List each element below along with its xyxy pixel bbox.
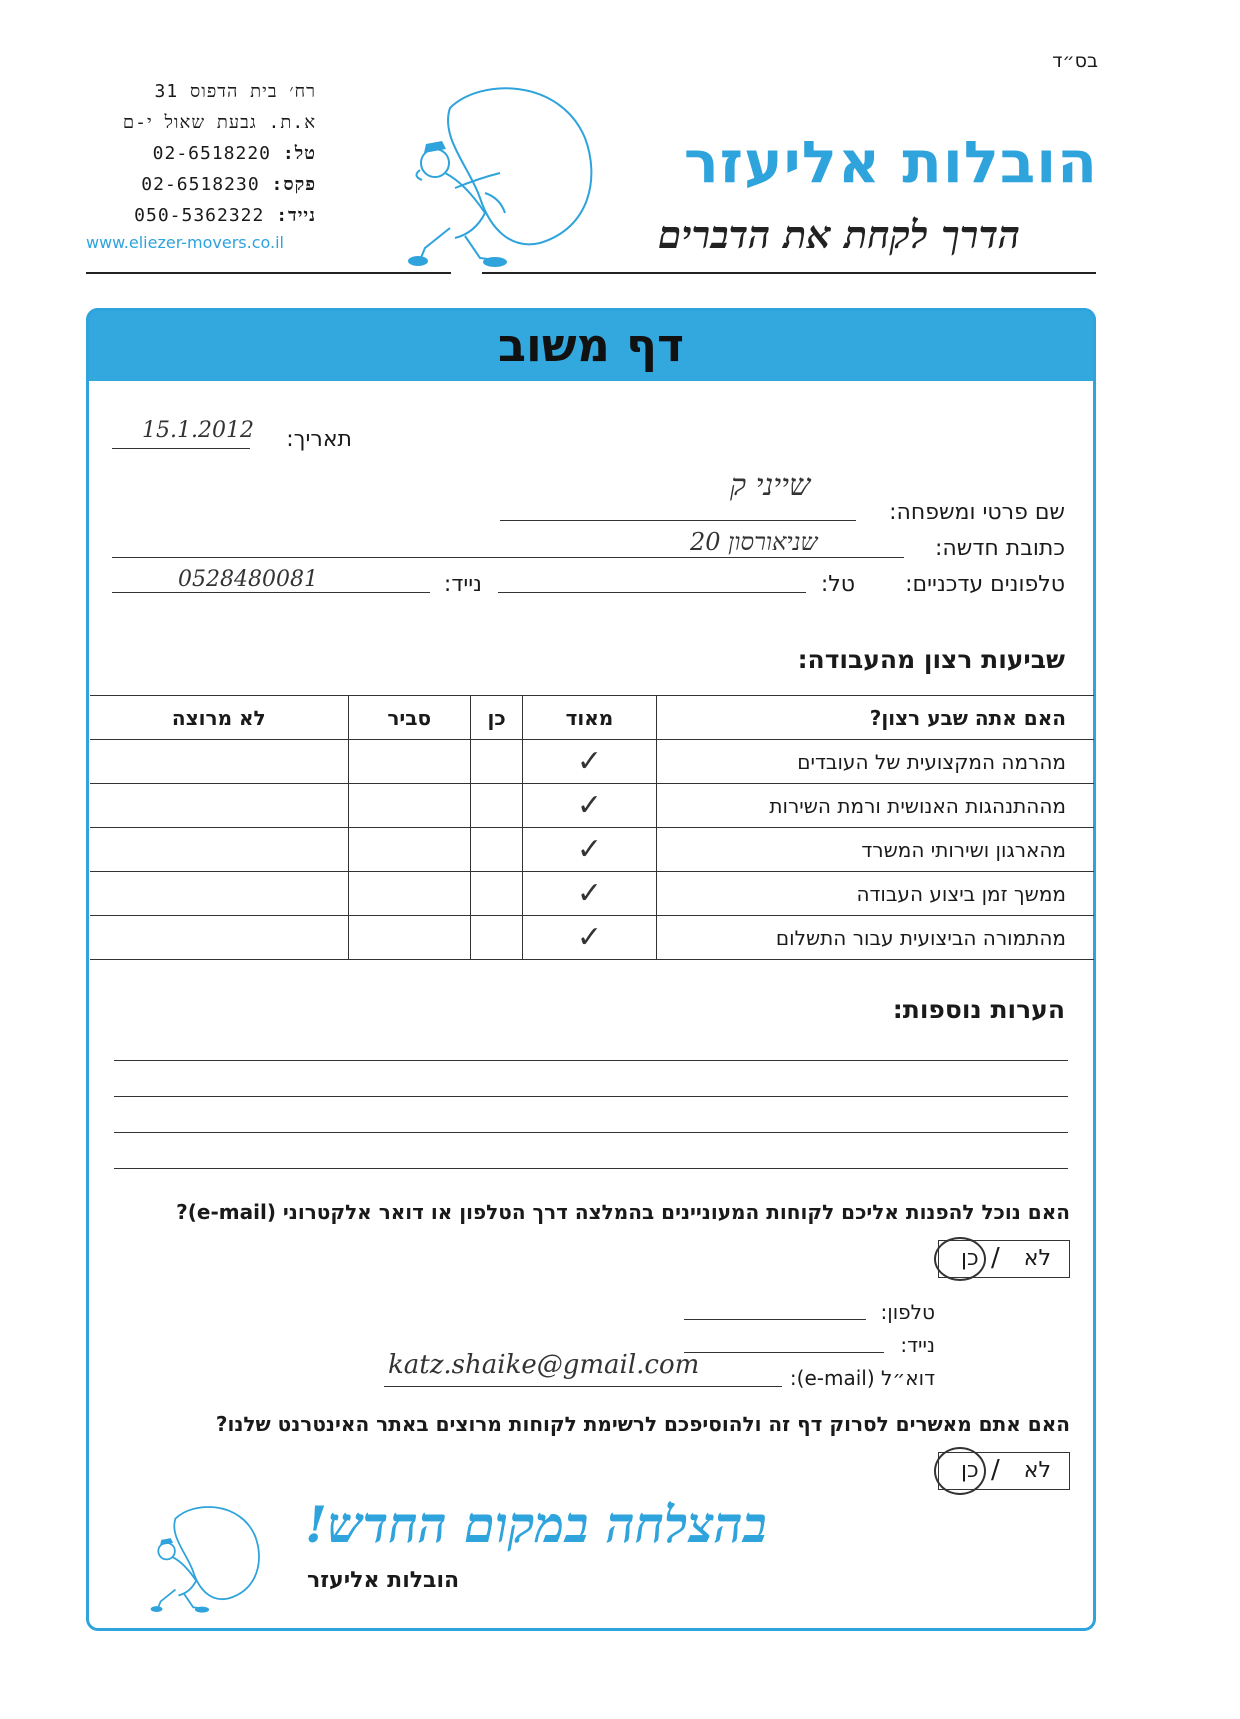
- table-row: [90, 828, 1094, 872]
- rating-cell[interactable]: [523, 784, 656, 828]
- address-value: שניאורסון 20: [690, 528, 818, 556]
- referral-email-field[interactable]: [384, 1386, 782, 1387]
- footer-brand: הובלות אליעזר: [307, 1568, 460, 1593]
- mobile-value: 0528480081: [178, 567, 318, 592]
- table-row: [90, 784, 1094, 828]
- column-header: מאוד: [523, 696, 656, 740]
- table-row: [90, 740, 1094, 784]
- tel-field[interactable]: [498, 592, 806, 593]
- rating-cell[interactable]: [523, 740, 656, 784]
- checkmark-icon: ✓: [576, 744, 603, 779]
- referral-question: האם נוכל להפנות אליכם לקוחות המעוניינים בהמלצה דרך הטלפון או דואר אלקטרוני (e-mail)?: [176, 1200, 1070, 1224]
- table-row: [90, 916, 1094, 960]
- mobile-label: נייד:: [443, 572, 482, 597]
- checkmark-icon: ✓: [576, 920, 603, 955]
- rating-cell[interactable]: [523, 828, 656, 872]
- rating-cell[interactable]: [348, 872, 470, 916]
- date-label: תאריך:: [286, 427, 352, 452]
- date-field[interactable]: [112, 448, 250, 449]
- referral-email-value: katz.shaike@gmail.com: [388, 1350, 700, 1380]
- name-field[interactable]: [500, 520, 856, 521]
- no-option[interactable]: לא: [1023, 1246, 1051, 1271]
- address-field[interactable]: [112, 557, 904, 558]
- row-label: ממשך זמן ביצוע העבודה: [656, 872, 1094, 916]
- rating-cell[interactable]: [90, 828, 348, 872]
- contact-line: נייד: 050-5362322: [134, 205, 316, 226]
- notes-line[interactable]: [114, 1096, 1068, 1097]
- satisfaction-table: [90, 695, 1094, 960]
- checkmark-icon: ✓: [576, 832, 603, 867]
- page-title: דף משוב: [497, 318, 685, 372]
- bsd-mark: בס״ד: [1052, 50, 1098, 72]
- address-label: כתובת חדשה:: [934, 536, 1065, 561]
- selected-circle: [934, 1237, 986, 1281]
- rating-cell[interactable]: [470, 872, 523, 916]
- notes-line[interactable]: [114, 1060, 1068, 1061]
- website-link[interactable]: www.eliezer-movers.co.il: [86, 233, 284, 252]
- referral-tel-label: טלפון:: [880, 1300, 935, 1324]
- notes-line[interactable]: [114, 1132, 1068, 1133]
- table-row: [90, 872, 1094, 916]
- checkmark-icon: ✓: [576, 876, 603, 911]
- column-header: לא מרוצה: [90, 696, 348, 740]
- referral-mobile-field[interactable]: [684, 1352, 884, 1353]
- rating-cell[interactable]: [90, 872, 348, 916]
- column-header: סביר: [348, 696, 470, 740]
- name-value: שייני ק: [730, 468, 811, 503]
- scan-question: האם אתם מאשרים לסרוק דף זה ולהוסיפכם לרשימת לקוחות מרוצים באתר האינטרנט שלנו?: [215, 1412, 1070, 1436]
- selected-circle: [934, 1447, 986, 1495]
- referral-email-label: דוא״ל (e-mail):: [789, 1366, 935, 1390]
- rating-cell[interactable]: [523, 872, 656, 916]
- slash-divider: /: [991, 1455, 1000, 1485]
- rating-cell[interactable]: [348, 916, 470, 960]
- referral-tel-field[interactable]: [684, 1319, 866, 1320]
- rating-cell[interactable]: [470, 916, 523, 960]
- contact-line: א.ת. גבעת שאול י-ם: [122, 112, 316, 133]
- header-divider: [86, 272, 451, 274]
- header-divider: [482, 272, 1096, 274]
- mover-mascot-small-logo: [140, 1500, 270, 1620]
- rating-cell[interactable]: [470, 740, 523, 784]
- table-header-row: [90, 696, 1094, 740]
- slash-divider: /: [991, 1243, 1000, 1273]
- footer-slogan: !בהצלחה במקום החדש: [305, 1495, 767, 1554]
- rating-cell[interactable]: [348, 740, 470, 784]
- notes-line[interactable]: [114, 1168, 1068, 1169]
- date-value: 15.1.2012: [142, 418, 254, 443]
- brand-name: הובלות אליעזר: [683, 128, 1098, 196]
- yes-option[interactable]: כן: [961, 1458, 979, 1483]
- column-header: כן: [470, 696, 523, 740]
- column-header: האם אתה שבע רצון?: [656, 696, 1094, 740]
- row-label: מהארגון ושירותי המשרד: [656, 828, 1094, 872]
- mover-mascot-logo: [390, 78, 610, 278]
- rating-cell[interactable]: [348, 784, 470, 828]
- tel-label: טל:: [820, 572, 855, 597]
- rating-cell[interactable]: [470, 828, 523, 872]
- referral-mobile-label: נייד:: [900, 1333, 935, 1357]
- brand-slogan: הדרך לקחת את הדברים: [657, 212, 1020, 257]
- mobile-field[interactable]: [112, 592, 430, 593]
- satisfaction-heading: שביעות רצון מהעבודה:: [797, 645, 1065, 674]
- contact-line: רח׳ בית הדפוס 31: [154, 81, 316, 102]
- contact-block: [86, 76, 316, 231]
- no-option[interactable]: לא: [1023, 1458, 1051, 1483]
- rating-cell[interactable]: [90, 784, 348, 828]
- phones-label: טלפונים עדכניים:: [905, 572, 1065, 597]
- contact-line: טל: 02-6518220: [152, 143, 316, 164]
- rating-cell[interactable]: [348, 828, 470, 872]
- rating-cell[interactable]: [523, 916, 656, 960]
- contact-line: פקס: 02-6518230: [141, 174, 316, 195]
- notes-heading: הערות נוספות:: [892, 995, 1065, 1024]
- checkmark-icon: ✓: [576, 788, 603, 823]
- rating-cell[interactable]: [470, 784, 523, 828]
- name-label: שם פרטי ומשפחה:: [889, 500, 1065, 525]
- row-label: מההתנהגות האנושית ורמת השירות: [656, 784, 1094, 828]
- rating-cell[interactable]: [90, 916, 348, 960]
- rating-cell[interactable]: [90, 740, 348, 784]
- yes-option[interactable]: כן: [961, 1246, 979, 1271]
- row-label: מהרמה המקצועית של העובדים: [656, 740, 1094, 784]
- row-label: מהתמורה הביצועית עבור התשלום: [656, 916, 1094, 960]
